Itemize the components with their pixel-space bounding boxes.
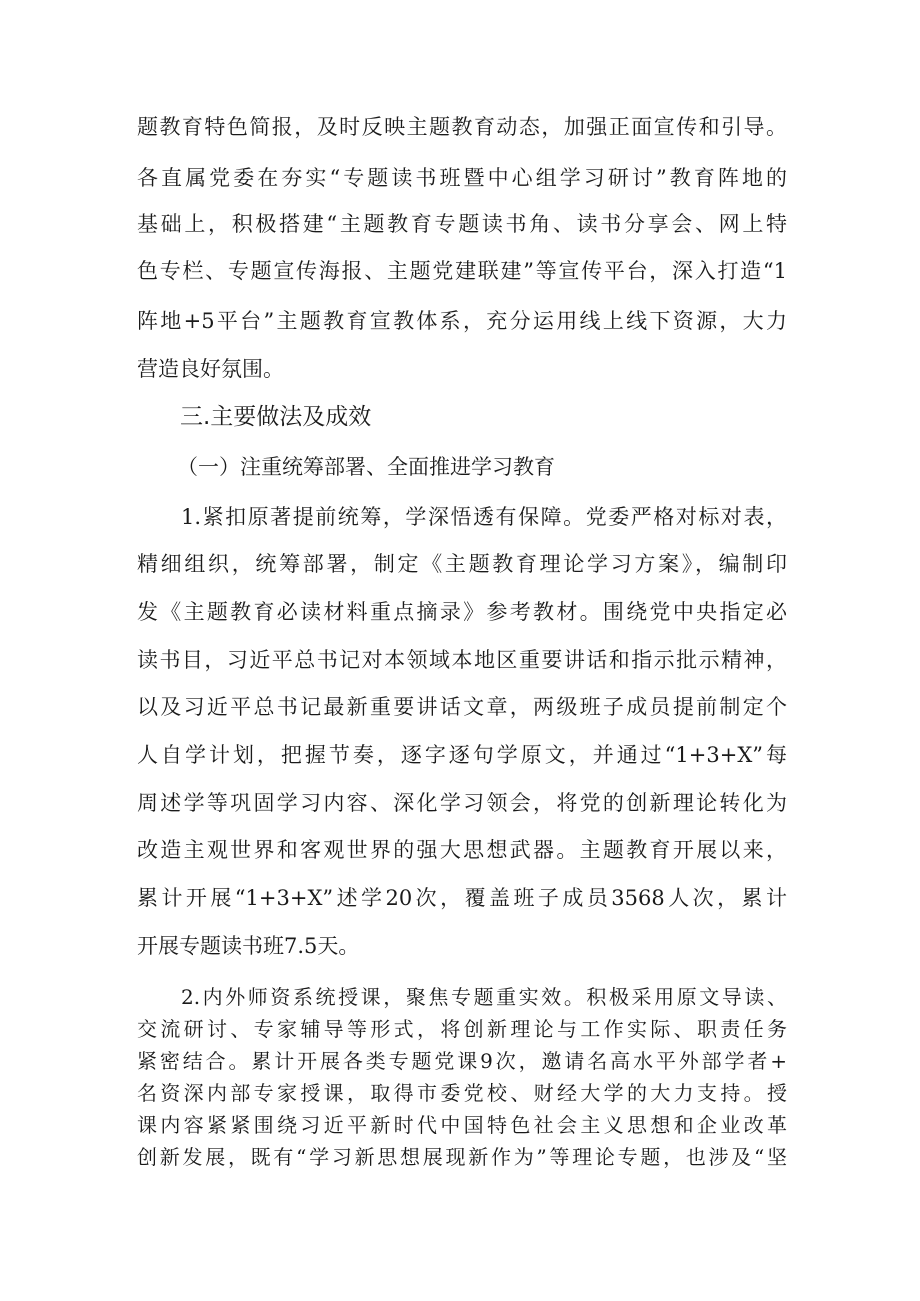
paragraph-1-line: 累计开展“1+3+X”述学20次，覆盖班子成员3568人次，累计 — [137, 886, 787, 910]
paragraph-1-line: 改造主观世界和客观世界的强大思想武器。主题教育开展以来， — [137, 838, 787, 862]
paragraph-top-line: 色专栏、专题宣传海报、主题党建联建”等宣传平台，深入打造“1 — [137, 259, 787, 283]
paragraph-1-line: 人自学计划，把握节奏，逐字逐句学原文，并通过“1+3+X”每 — [137, 743, 787, 767]
section-heading: 三.主要做法及成效 — [180, 404, 372, 430]
paragraph-2-line: 课内容紧紧围绕习近平新时代中国特色社会主义思想和企业改革 — [137, 1113, 787, 1137]
paragraph-2-line: 紧密结合。累计开展各类专题党课9次，邀请名高水平外部学者+ — [137, 1049, 787, 1073]
paragraph-1-line: 发《主题教育必读材料重点摘录》参考教材。围绕党中央指定必 — [137, 600, 787, 624]
paragraph-top-line: 营造良好氛围。 — [137, 357, 284, 381]
paragraph-1-line: 读书目，习近平总书记对本领域本地区重要讲话和指示批示精神， — [137, 648, 787, 672]
paragraph-1-line: 精细组织，统筹部署，制定《主题教育理论学习方案》，编制印 — [137, 552, 787, 576]
paragraph-2-line: 名资深内部专家授课，取得市委党校、财经大学的大力支持。授 — [137, 1081, 787, 1105]
paragraph-top-line: 阵地+5平台”主题教育宣教体系，充分运用线上线下资源，大力 — [137, 309, 787, 333]
paragraph-2-line: 2.内外师资系统授课，聚焦专题重实效。积极采用原文导读、 — [181, 985, 787, 1009]
paragraph-1-line: 以及习近平总书记最新重要讲话文章，两级班子成员提前制定个 — [137, 695, 787, 719]
paragraph-1-line: 周述学等巩固学习内容、深化学习领会，将党的创新理论转化为 — [137, 791, 787, 815]
paragraph-top-line: 基础上，积极搭建“主题教育专题读书角、读书分享会、网上特 — [137, 212, 787, 236]
paragraph-1-line: 开展专题读书班7.5天。 — [137, 934, 360, 958]
paragraph-2-line: 创新发展，既有“学习新思想展现新作为”等理论专题，也涉及“坚 — [137, 1145, 787, 1169]
paragraph-top-line: 题教育特色简报，及时反映主题教育动态，加强正面宣传和引导。 — [137, 115, 787, 139]
subsection-heading: （一）注重统筹部署、全面推进学习教育 — [177, 455, 555, 479]
paragraph-top-line: 各直属党委在夯实“专题读书班暨中心组学习研讨”教育阵地的 — [137, 166, 787, 190]
paragraph-1-line: 1.紧扣原著提前统筹，学深悟透有保障。党委严格对标对表， — [181, 505, 787, 529]
paragraph-2-line: 交流研讨、专家辅导等形式，将创新理论与工作实际、职责任务 — [137, 1017, 787, 1041]
